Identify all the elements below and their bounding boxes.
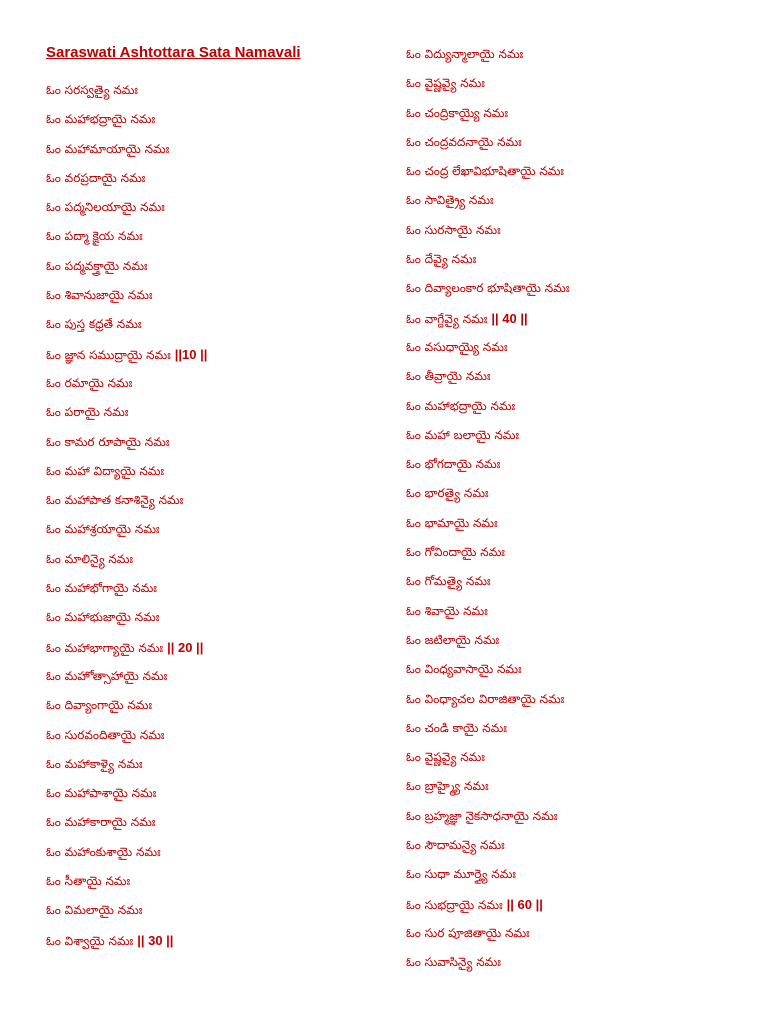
mantra-text: ఓం సీతాయై నమః <box>46 874 131 889</box>
mantra-text: ఓం సరస్వత్యై నమః <box>46 83 138 97</box>
mantra-line <box>46 193 207 222</box>
page-title: Saraswati Ashtottara Sata Namavali <box>46 44 301 61</box>
mantra-line <box>46 896 207 925</box>
mantra-line <box>406 685 569 714</box>
mantra-text: ఓం మహాకారాయై నమః <box>46 815 156 830</box>
mantra-text: ఓం చంద్రికాయ్యై నమః <box>406 105 509 120</box>
mantra-text: ఓం సుర పూజితాయై నమః <box>406 925 530 940</box>
mantra-text: ఓం వాగ్దేవ్యై నమః <box>406 311 488 326</box>
mantra-text: ఓం సువాసిన్యై నమః <box>406 955 501 970</box>
mantra-text: ఓం మహాకాళ్యై నమః <box>46 756 143 771</box>
count-marker: ||10 || <box>174 346 208 362</box>
mantra-line <box>406 69 569 98</box>
count-marker: || 40 || <box>491 310 528 326</box>
mantra-text: ఓం చంద్ర లేఖావిభూషితాయై నమః <box>406 164 564 179</box>
mantra-line <box>406 450 569 479</box>
mantra-text: ఓం వైష్ణవ్యై నమః <box>406 750 485 765</box>
mantra-line <box>46 164 207 193</box>
mantra-line <box>406 772 569 801</box>
mantra-text: ఓం గోవిందాయై నమః <box>406 545 505 560</box>
mantra-line <box>46 310 207 339</box>
mantra-text: ఓం వసుధాయ్యై నమః <box>406 339 508 354</box>
mantra-text: ఓం సావిత్ర్యై నమః <box>406 193 494 208</box>
mantra-text: ఓం దివ్యాలంకార భూషితాయై నమః <box>406 281 570 296</box>
mantra-line <box>406 99 569 128</box>
mantra-text: ఓం మహా బలాయై నమః <box>406 427 520 442</box>
mantra-line <box>46 105 207 134</box>
mantra-line <box>406 216 569 245</box>
mantra-line <box>406 714 569 743</box>
mantra-text: ఓం శివాయై నమః <box>406 603 488 618</box>
mantra-text: ఓం దివ్యాంగాయై నమః <box>46 698 153 713</box>
mantra-line <box>46 603 207 632</box>
mantra-text: ఓం సురవందితాయై నమః <box>46 727 165 742</box>
mantra-text: ఓం జ్ఞాన సముద్రాయై నమః <box>46 347 171 362</box>
mantra-line <box>46 574 207 603</box>
mantra-line <box>46 222 207 251</box>
mantra-text: ఓం మహామాయాయై నమః <box>46 141 170 156</box>
mantra-line <box>46 721 207 750</box>
left-column-list <box>46 76 207 955</box>
mantra-text: ఓం మహోత్సాహాయై నమః <box>46 668 168 683</box>
mantra-line <box>406 509 569 538</box>
mantra-text: ఓం బ్రాహ్మ్యై నమః <box>406 779 489 794</box>
mantra-line <box>46 662 207 691</box>
mantra-text: ఓం భామాయై నమః <box>406 515 498 530</box>
mantra-line <box>46 808 207 837</box>
mantra-text: ఓం మహాభోగాయై నమః <box>46 581 157 596</box>
count-marker: || 30 || <box>137 932 174 948</box>
mantra-line <box>406 362 569 391</box>
mantra-line <box>46 515 207 544</box>
mantra-text: ఓం చండి కాయై నమః <box>406 720 507 735</box>
mantra-text: ఓం మహాపాత కనాశిన్యై నమః <box>46 493 184 508</box>
mantra-text: ఓం మహాంకుశాయై నమః <box>46 844 161 859</box>
mantra-line <box>406 304 569 333</box>
mantra-text: ఓం శివానుజాయై నమః <box>46 288 153 303</box>
mantra-text: ఓం పద్మవక్త్రాయై నమః <box>46 258 148 273</box>
mantra-text: ఓం గోమత్యై నమః <box>406 574 491 589</box>
mantra-text: ఓం కామర రూపాయై నమః <box>46 434 170 449</box>
mantra-text: ఓం వరప్రదాయై నమః <box>46 170 146 185</box>
mantra-text: ఓం వింధ్యవాసాయై నమః <box>406 662 522 677</box>
mantra-line <box>46 135 207 164</box>
mantra-line <box>406 538 569 567</box>
mantra-text: ఓం జటిలాయై నమః <box>406 632 500 647</box>
mantra-text: ఓం దేవ్యై నమః <box>406 252 477 267</box>
mantra-line <box>46 545 207 574</box>
mantra-line <box>46 691 207 720</box>
mantra-line <box>406 743 569 772</box>
mantra-line <box>46 779 207 808</box>
right-column-list <box>406 40 569 978</box>
mantra-line <box>406 948 569 977</box>
mantra-line <box>46 926 207 955</box>
mantra-text: ఓం తీవ్రాయై నమః <box>406 369 491 384</box>
mantra-text: ఓం మహాభద్రాయై నమః <box>46 112 156 127</box>
mantra-text: ఓం మహాపాశాయై నమః <box>46 786 157 801</box>
mantra-text: ఓం భారత్యై నమః <box>406 486 489 501</box>
mantra-text: ఓం రమాయై నమః <box>46 375 133 390</box>
mantra-text: ఓం పద్మనిలయాయై నమః <box>46 200 165 215</box>
mantra-text: ఓం పరాయై నమః <box>46 405 129 420</box>
mantra-line <box>46 486 207 515</box>
mantra-line <box>46 398 207 427</box>
mantra-line <box>46 76 207 105</box>
mantra-line <box>406 333 569 362</box>
mantra-text: ఓం విమలాయై నమః <box>46 903 143 918</box>
mantra-text: ఓం మహాశ్రయాయై నమః <box>46 522 160 537</box>
mantra-text: ఓం విద్యున్మాలాయై నమః <box>406 47 524 61</box>
mantra-text: ఓం సుభద్రాయై నమః <box>406 897 503 912</box>
mantra-line <box>406 597 569 626</box>
mantra-text: ఓం మహాభద్రాయై నమః <box>406 398 516 413</box>
mantra-text: ఓం మహాభాగ్యాయై నమః <box>46 640 164 655</box>
mantra-line <box>406 157 569 186</box>
mantra-line <box>406 655 569 684</box>
mantra-line <box>46 457 207 486</box>
mantra-text: ఓం సౌదామన్యై నమః <box>406 838 505 853</box>
count-marker: || 20 || <box>167 639 204 655</box>
mantra-line <box>46 428 207 457</box>
mantra-text: ఓం వింధ్యాచల విరాజితాయై నమః <box>406 691 565 706</box>
mantra-text: ఓం మహాభుజాయై నమః <box>46 610 160 625</box>
mantra-line <box>406 274 569 303</box>
mantra-line <box>46 633 207 662</box>
mantra-line <box>406 860 569 889</box>
mantra-line <box>46 252 207 281</box>
mantra-line <box>46 750 207 779</box>
mantra-text: ఓం పుస్త కధ్రతే నమః <box>46 317 142 332</box>
mantra-text: ఓం సుధా మూర్త్యై నమః <box>406 867 516 882</box>
mantra-line <box>406 245 569 274</box>
mantra-text: ఓం వైష్ణవ్యై నమః <box>406 76 485 91</box>
mantra-line <box>46 369 207 398</box>
mantra-line <box>406 802 569 831</box>
mantra-line <box>406 186 569 215</box>
mantra-line <box>46 838 207 867</box>
mantra-line <box>46 867 207 896</box>
mantra-text: ఓం విశ్వాయై నమః <box>46 933 134 948</box>
mantra-line <box>406 919 569 948</box>
mantra-line <box>406 626 569 655</box>
count-marker: || 60 || <box>506 896 543 912</box>
mantra-line <box>406 128 569 157</box>
mantra-line <box>406 567 569 596</box>
mantra-text: ఓం భోగదాయై నమః <box>406 457 501 472</box>
mantra-line <box>406 479 569 508</box>
mantra-line <box>406 392 569 421</box>
mantra-text: ఓం మాలిన్యై నమః <box>46 551 134 566</box>
mantra-line <box>406 421 569 450</box>
mantra-text: ఓం మహా విద్యాయై నమః <box>46 463 165 478</box>
mantra-line <box>406 831 569 860</box>
mantra-line <box>46 281 207 310</box>
mantra-text: ఓం చంద్రవదనాయై నమః <box>406 134 522 149</box>
mantra-text: ఓం పద్మా క్షైయ నమః <box>46 229 143 244</box>
mantra-text: ఓం సురసాయై నమః <box>406 222 501 237</box>
mantra-line <box>46 340 207 369</box>
mantra-line <box>406 890 569 919</box>
mantra-text: ఓం బ్రహ్మజ్ఞా నైకసాధనాయై నమః <box>406 808 558 823</box>
mantra-line <box>406 40 569 69</box>
